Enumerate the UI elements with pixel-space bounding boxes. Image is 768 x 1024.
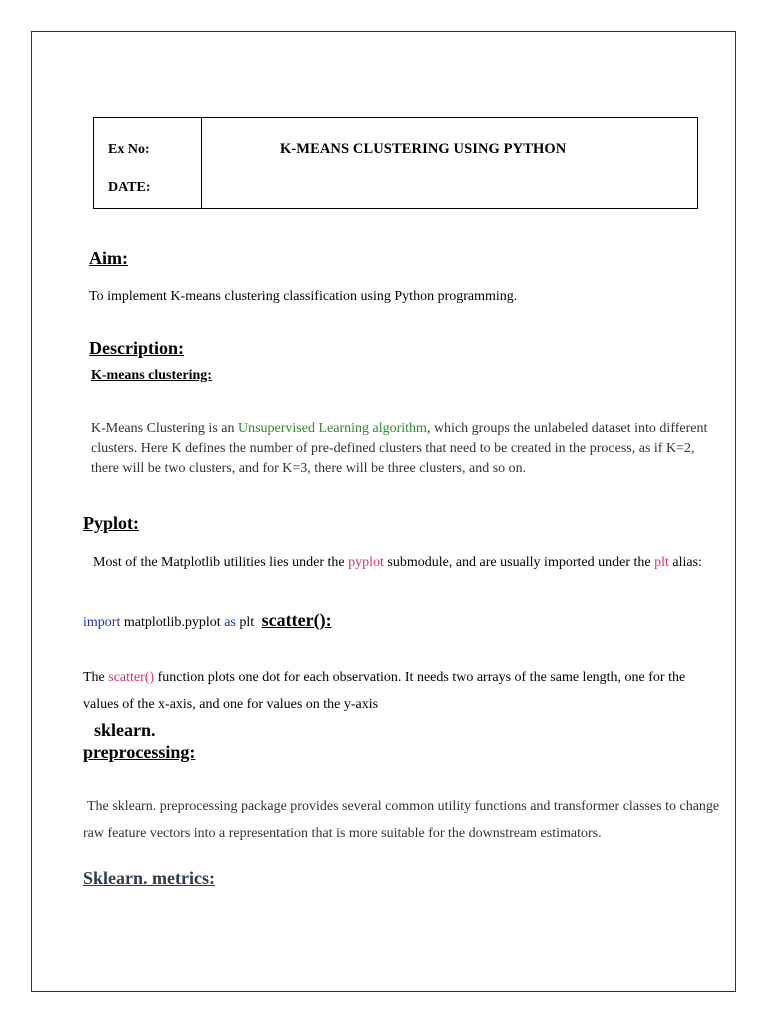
scatter-text-1: The [83, 670, 109, 685]
pyplot-heading: Pyplot: [83, 513, 139, 533]
unsupervised-highlight: Unsupervised Learning algorithm [237, 421, 427, 436]
pyplot-text-2: submodule, and are usually imported under the [383, 555, 655, 570]
scatter-keyword: scatter() [108, 670, 155, 685]
preprocessing-heading-line2: preprocessing: [83, 742, 196, 762]
description-paragraph [91, 419, 711, 479]
aim-heading: Aim: [89, 248, 128, 268]
as-keyword: as [224, 615, 236, 630]
header-divider [201, 118, 202, 208]
pyplot-keyword: pyplot [348, 555, 384, 570]
aim-text: To implement K-means clustering classification using Python programming. [89, 289, 518, 304]
preprocessing-paragraph [83, 793, 723, 847]
pyplot-text-1: Most of the Matplotlib utilities lies under the [93, 555, 349, 570]
import-keyword: import [83, 615, 121, 630]
pyplot-paragraph [83, 549, 713, 576]
import-alias: plt [235, 615, 258, 630]
import-module: matplotlib.pyplot [120, 615, 225, 630]
import-line [83, 610, 332, 631]
scatter-text-2: function plots one dot for each observation. It needs two arrays of the same length, one for the values of the x-axis, and one for values on the y-axis [83, 670, 686, 712]
description-heading: Description: [89, 338, 184, 358]
preprocessing-text: The sklearn. preprocessing package provides several common utility functions and transformer classes to change raw feature vectors into a representation that is more suitable for the downstream estimators. [83, 799, 720, 841]
pyplot-text-3: alias: [668, 555, 702, 570]
document-title: K-MEANS CLUSTERING USING PYTHON [280, 141, 567, 157]
kmeans-subheading: K-means clustering: [91, 368, 212, 383]
metrics-heading: Sklearn. metrics: [83, 868, 215, 888]
ex-no-label: Ex No: [108, 142, 150, 157]
description-text-after: , which groups the unlabeled dataset into different clusters. Here K defines the number of pre-defined clusters that need to be created in the process, as if K=2, there will be two clusters, and for K=3, there will be three clusters, and so on. [91, 421, 708, 476]
scatter-heading: scatter(): [261, 610, 332, 630]
preprocessing-heading-line1: sklearn. [94, 720, 156, 740]
description-text-before: K-Means Clustering is an [91, 421, 238, 436]
header-table [93, 117, 698, 209]
date-label: DATE: [108, 180, 151, 195]
scatter-paragraph [83, 664, 715, 718]
plt-keyword: plt [654, 555, 669, 570]
